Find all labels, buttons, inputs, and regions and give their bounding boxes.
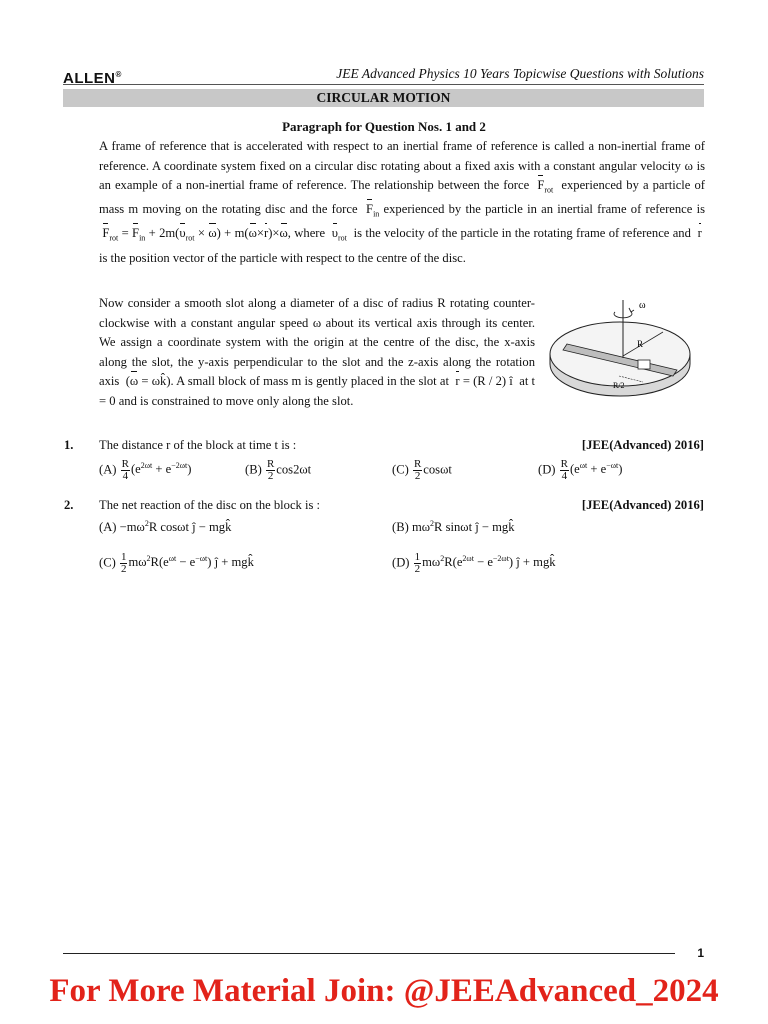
omega-label: ω	[639, 300, 646, 311]
omega-vector-equation: (ω = ωk̂)	[123, 374, 171, 388]
rotating-disc-figure	[545, 296, 695, 414]
question-1-number: 1.	[64, 438, 74, 452]
paragraph-heading: Paragraph for Question Nos. 1 and 2	[282, 119, 486, 134]
question-2-option-a[interactable]: $(A) -m\omega^2R$ cosωt ĵ − mgk̂	[99, 519, 232, 535]
question-2-text: The net reaction of the disc on the block is :	[99, 498, 321, 512]
initial-position-equation: r = (R / 2) î	[452, 374, 516, 388]
question-2-source: [JEE(Advanced) 2016]	[581, 498, 704, 512]
half-radius-label: R/2	[613, 381, 625, 390]
slot-description: Now consider a smooth slot along a diameter of a disc of radius R rotating counter-clockwise with a constant angular speed ω about its vertical axis through its center. We assign a coordinate system with the origin at the centre of the disc, the x-axis along the slot, the y-axis perpendicular to the slot and the z-axis along the rotation axis (ω = ωk̂). A small block of mass m is gently placed in the slot at r = (R / 2) î at t = 0 and is constrained to move only along the slot.	[99, 296, 536, 408]
chapter-title: CIRCULAR MOTION	[63, 89, 704, 107]
page-number: 1	[697, 946, 704, 960]
radius-label: R	[637, 339, 644, 349]
question-1-option-a[interactable]: (A) $\frac{R}{4}$ $(e^{2\omega t} + e^{-2\omega t})$	[99, 458, 192, 482]
force-relation-equation: $F_{rot} = F_{in} + 2m(\upsilon_{rot} \times \omega) + m(\omega\times r)\times\omega$,	[102, 226, 291, 243]
velocity-rot-symbol: $\upsilon_{rot}$	[331, 226, 347, 243]
paragraph-intro: A frame of reference that is accelerated with respect to an inertial frame of reference is called a non-inertial frame of reference. A coordinate system fixed on a circular disc rotating about a fixed axis with a constant angular velocity ω is an example of a non-inertial frame of reference. The relationship between the force $F_{rot}$ experienced by a particle of mass m moving on the rotating disc and the force $F_{in}$ experienced by the particle in an inertial frame of reference is $F_{rot} = F_{in} + 2m(\upsilon_{rot} \times \omega) + m(\omega\times r)\times\omega$, where $\upsilon_{rot}$ is the velocity of the particle in the rotating frame of reference and r is the position vector of the particle with respect to the centre of the disc.	[99, 139, 705, 265]
question-2-option-b[interactable]: (B) $m\omega^2R$ sinωt ĵ − mgk̂	[392, 519, 515, 535]
question-2-number: 2.	[64, 498, 74, 512]
question-1-option-b[interactable]: (B) $\frac{R}{2}$ cos2ωt	[245, 458, 312, 482]
question-1-source: [JEE(Advanced) 2016]	[581, 438, 704, 452]
question-2-option-c[interactable]: (C) $\frac{1}{2}$ $m\omega^2R(e^{\omega t} - e^{-\omega t})$ ĵ + mgk̂	[99, 551, 254, 575]
block	[638, 360, 650, 369]
force-in-symbol: $F_{in}$	[366, 202, 380, 219]
promo-banner[interactable]: For More Material Join: @JEEAdvanced_2024	[49, 973, 719, 1009]
footer-divider	[63, 953, 675, 954]
position-vector-symbol: r	[694, 226, 705, 240]
publisher-logo: ALLEN®	[63, 70, 122, 87]
question-1-option-d[interactable]: (D) $\frac{R}{4}$ $(e^{\omega t} + e^{-\omega t})$	[538, 458, 623, 482]
question-1-option-c[interactable]: (C) $\frac{R}{2}$ cosωt	[392, 458, 452, 482]
question-2-option-d[interactable]: (D) $\frac{1}{2}$ $m\omega^2R(e^{2\omega t} - e^{-2\omega t})$ ĵ + mgk̂	[392, 551, 556, 575]
force-rot-symbol: $F_{rot}$	[537, 178, 554, 195]
header-divider	[63, 84, 704, 85]
book-title: JEE Advanced Physics 10 Years Topicwise Questions with Solutions	[336, 66, 704, 81]
question-1-text: The distance r of the block at time t is :	[99, 438, 297, 452]
